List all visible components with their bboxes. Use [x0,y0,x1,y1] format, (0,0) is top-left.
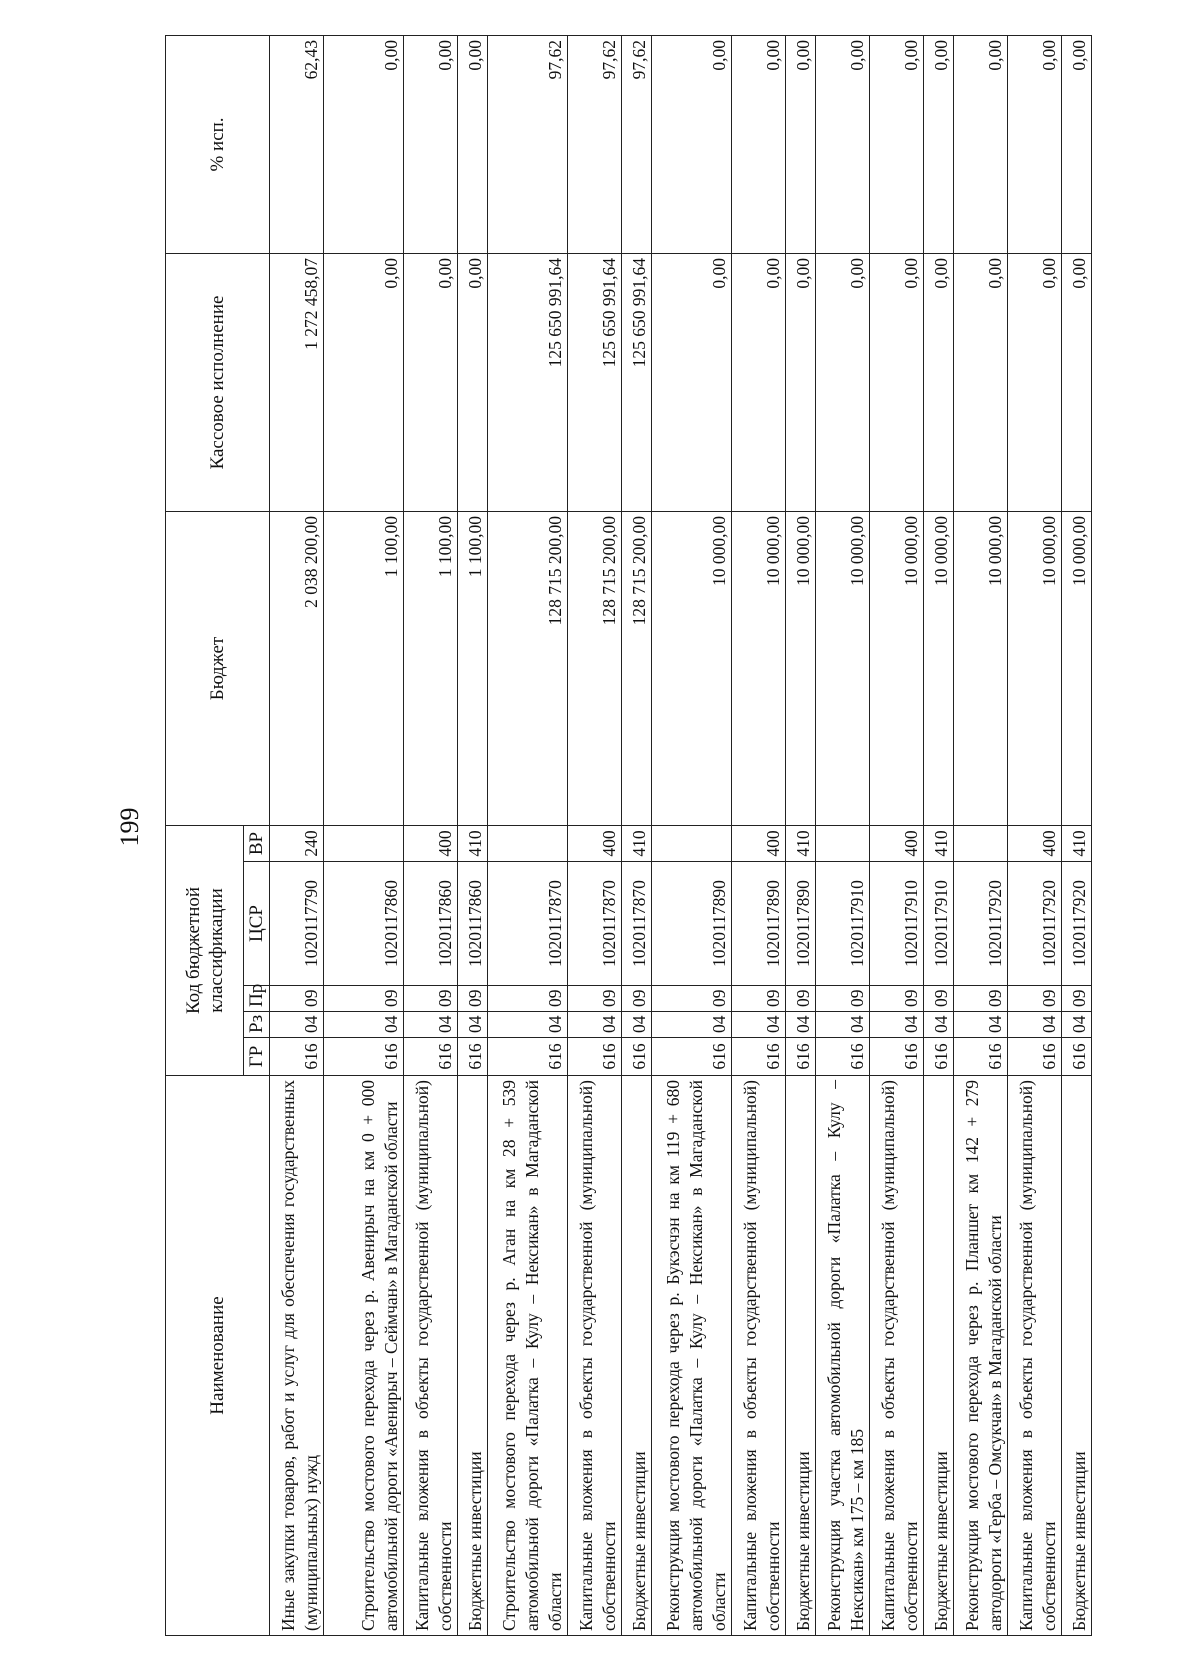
row-pct: 97,62 [568,35,622,253]
row-budget: 10 000,00 [1008,511,1062,825]
row-budget: 128 715 200,00 [488,511,568,825]
row-name: Реконструкция участка автомобильной дороги «Палатка – Кулу – Нексикан» км 175 – км 185 [816,1076,870,1636]
row-cash: 0,00 [732,253,786,511]
row-gr: 616 [786,1038,816,1076]
row-vr [488,825,568,861]
row-budget: 10 000,00 [786,511,816,825]
row-gr: 616 [458,1038,488,1076]
row-name: Бюджетные инвестиции [1062,1076,1092,1636]
row-rz: 04 [324,1012,404,1038]
row-gr: 616 [816,1038,870,1076]
row-cash: 125 650 991,64 [488,253,568,511]
row-pr: 09 [816,986,870,1012]
table-row [870,35,924,1635]
row-rz: 04 [924,1012,954,1038]
header-code-group: Код бюджетной классификации [166,825,244,1075]
row-name: Капитальные вложения в объекты государственной (муниципальной) собственности [1008,1076,1062,1636]
row-csr: 1020117870 [622,862,652,986]
header-rz: Рз [244,1012,270,1038]
row-vr [652,825,732,861]
row-name: Реконструкция мостового перехода через р. Планшет км 142 + 279 автодороги «Герба – Омсукчан» в Магаданской области [954,1076,1008,1636]
row-vr: 400 [870,825,924,861]
row-rz: 04 [568,1012,622,1038]
row-cash: 0,00 [404,253,458,511]
row-cash: 1 272 458,07 [270,253,324,511]
row-gr: 616 [870,1038,924,1076]
row-gr: 616 [732,1038,786,1076]
row-pr: 09 [924,986,954,1012]
row-pct: 0,00 [404,35,458,253]
row-csr: 1020117870 [568,862,622,986]
row-pct: 0,00 [652,35,732,253]
row-pct: 62,43 [270,35,324,253]
row-name: Бюджетные инвестиции [458,1076,488,1636]
header-cash: Кассовое исполнение [166,253,270,511]
row-cash: 0,00 [786,253,816,511]
row-csr: 1020117790 [270,862,324,986]
table-row [652,35,732,1635]
row-pr: 09 [786,986,816,1012]
row-vr: 410 [622,825,652,861]
row-pr: 09 [870,986,924,1012]
table-row [1008,35,1062,1635]
row-vr [324,825,404,861]
row-cash: 0,00 [652,253,732,511]
row-csr: 1020117860 [458,862,488,986]
row-cash: 0,00 [458,253,488,511]
row-name: Капитальные вложения в объекты государственной (муниципальной) собственности [404,1076,458,1636]
row-pr: 09 [324,986,404,1012]
row-rz: 04 [1062,1012,1092,1038]
table-body [270,35,1092,1635]
table-row [924,35,954,1635]
row-vr: 410 [1062,825,1092,861]
row-name: Реконструкция мостового перехода через р. Букэсчэн на км 119 + 680 автомобильной дороги «Палатка – Кулу – Нексикан» в Магаданской области [652,1076,732,1636]
row-gr: 616 [1062,1038,1092,1076]
row-vr [954,825,1008,861]
row-vr [816,825,870,861]
row-cash: 0,00 [954,253,1008,511]
row-vr: 400 [1008,825,1062,861]
row-budget: 1 100,00 [404,511,458,825]
row-gr: 616 [652,1038,732,1076]
row-pct: 0,00 [732,35,786,253]
header-budget: Бюджет [166,511,270,825]
page-number: 199 [115,807,144,847]
row-csr: 1020117890 [732,862,786,986]
row-csr: 1020117890 [652,862,732,986]
row-cash: 125 650 991,64 [568,253,622,511]
row-csr: 1020117910 [816,862,870,986]
row-csr: 1020117920 [1062,862,1092,986]
row-pr: 09 [1062,986,1092,1012]
row-pct: 0,00 [324,35,404,253]
row-vr: 400 [404,825,458,861]
row-name: Бюджетные инвестиции [924,1076,954,1636]
row-name: Строительство мостового перехода через р. Аган на км 28 + 539 автомобильной дороги «Палатка – Кулу – Нексикан» в Магаданской области [488,1076,568,1636]
header-pct: % исп. [166,35,270,253]
row-pct: 0,00 [786,35,816,253]
row-pr: 09 [732,986,786,1012]
table-row [404,35,458,1635]
row-csr: 1020117910 [870,862,924,986]
row-budget: 10 000,00 [732,511,786,825]
row-name: Строительство мостового перехода через р. Авенирыч на км 0 + 000 автомобильной дороги «Авенирыч – Сеймчан» в Магаданской области [324,1076,404,1636]
row-gr: 616 [954,1038,1008,1076]
row-budget: 1 100,00 [458,511,488,825]
row-rz: 04 [732,1012,786,1038]
row-pct: 97,62 [622,35,652,253]
row-csr: 1020117920 [954,862,1008,986]
row-rz: 04 [488,1012,568,1038]
table-row [732,35,786,1635]
row-budget: 10 000,00 [870,511,924,825]
row-pct: 0,00 [816,35,870,253]
row-cash: 125 650 991,64 [622,253,652,511]
header-pr: Пр [244,986,270,1012]
row-rz: 04 [816,1012,870,1038]
row-csr: 1020117910 [924,862,954,986]
header-name: Наименование [166,1076,270,1636]
row-csr: 1020117860 [324,862,404,986]
row-rz: 04 [458,1012,488,1038]
row-rz: 04 [270,1012,324,1038]
row-name: Иные закупки товаров, работ и услуг для обеспечения государственных (муниципальных) нужд [270,1076,324,1636]
header-vr: ВР [244,825,270,861]
row-rz: 04 [870,1012,924,1038]
row-pct: 0,00 [954,35,1008,253]
row-budget: 10 000,00 [954,511,1008,825]
row-vr: 240 [270,825,324,861]
row-vr: 410 [924,825,954,861]
row-rz: 04 [652,1012,732,1038]
row-pct: 0,00 [458,35,488,253]
table-row [458,35,488,1635]
row-name: Капитальные вложения в объекты государственной (муниципальной) собственности [732,1076,786,1636]
row-rz: 04 [1008,1012,1062,1038]
table-row [954,35,1008,1635]
row-pct: 0,00 [1062,35,1092,253]
table-container [165,36,1089,1636]
table-row [786,35,816,1635]
row-pr: 09 [622,986,652,1012]
row-gr: 616 [488,1038,568,1076]
row-name: Бюджетные инвестиции [786,1076,816,1636]
row-rz: 04 [404,1012,458,1038]
row-gr: 616 [270,1038,324,1076]
row-cash: 0,00 [1008,253,1062,511]
row-name: Капитальные вложения в объекты государственной (муниципальной) собственности [870,1076,924,1636]
table-row [622,35,652,1635]
row-cash: 0,00 [816,253,870,511]
row-pr: 09 [1008,986,1062,1012]
row-gr: 616 [324,1038,404,1076]
row-pr: 09 [652,986,732,1012]
row-rz: 04 [954,1012,1008,1038]
table-row [568,35,622,1635]
row-vr: 410 [458,825,488,861]
row-rz: 04 [622,1012,652,1038]
table-row [324,35,404,1635]
row-budget: 2 038 200,00 [270,511,324,825]
row-rz: 04 [786,1012,816,1038]
row-csr: 1020117920 [1008,862,1062,986]
row-budget: 128 715 200,00 [568,511,622,825]
row-vr: 400 [568,825,622,861]
row-pr: 09 [404,986,458,1012]
row-gr: 616 [404,1038,458,1076]
row-cash: 0,00 [1062,253,1092,511]
row-budget: 10 000,00 [1062,511,1092,825]
row-budget: 1 100,00 [324,511,404,825]
header-csr: ЦСР [244,862,270,986]
table-row [816,35,870,1635]
row-pr: 09 [954,986,1008,1012]
row-budget: 128 715 200,00 [622,511,652,825]
table-row [270,35,324,1635]
row-gr: 616 [622,1038,652,1076]
row-pr: 09 [270,986,324,1012]
row-gr: 616 [1008,1038,1062,1076]
table-row [1062,35,1092,1635]
row-pct: 0,00 [870,35,924,253]
row-csr: 1020117860 [404,862,458,986]
row-budget: 10 000,00 [816,511,870,825]
row-vr: 400 [732,825,786,861]
row-name: Капитальные вложения в объекты государственной (муниципальной) собственности [568,1076,622,1636]
table-header [166,35,270,1635]
row-csr: 1020117890 [786,862,816,986]
row-vr: 410 [786,825,816,861]
row-budget: 10 000,00 [924,511,954,825]
budget-table [165,35,1092,1636]
row-pct: 97,62 [488,35,568,253]
row-csr: 1020117870 [488,862,568,986]
row-gr: 616 [924,1038,954,1076]
row-cash: 0,00 [870,253,924,511]
table-row [488,35,568,1635]
row-pct: 0,00 [924,35,954,253]
row-pr: 09 [488,986,568,1012]
row-pct: 0,00 [1008,35,1062,253]
header-gr: ГР [244,1038,270,1076]
row-cash: 0,00 [324,253,404,511]
row-pr: 09 [568,986,622,1012]
row-cash: 0,00 [924,253,954,511]
row-pr: 09 [458,986,488,1012]
row-budget: 10 000,00 [652,511,732,825]
row-name: Бюджетные инвестиции [622,1076,652,1636]
row-gr: 616 [568,1038,622,1076]
